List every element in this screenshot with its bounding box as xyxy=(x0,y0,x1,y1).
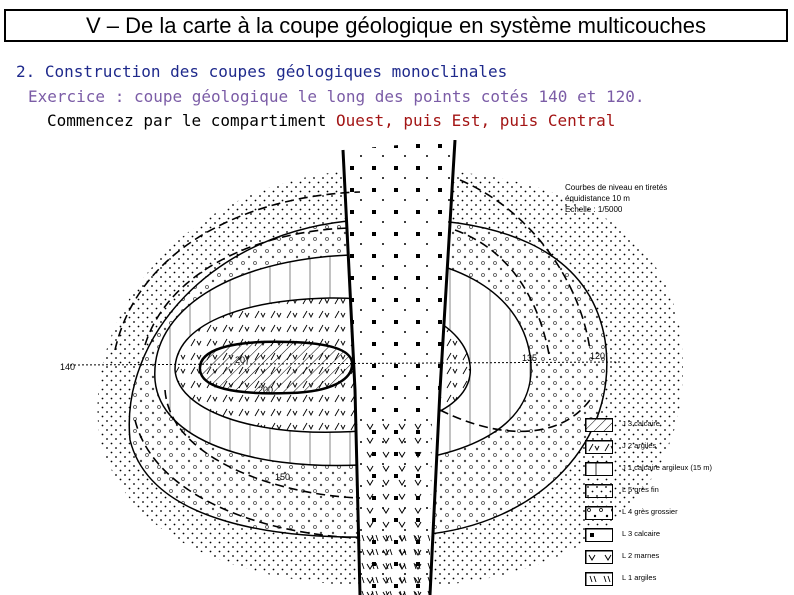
legend-label: L 5 grès fin xyxy=(622,485,659,494)
legend-item-l2 xyxy=(585,550,705,568)
map-info-equidistance: équidistance 10 m xyxy=(565,194,630,203)
legend-label: J 1 calcaire argileux (15 m) xyxy=(622,463,713,472)
label-150: 150 xyxy=(275,472,291,482)
legend-swatch-v-marks xyxy=(585,550,613,564)
legend-label: J 3 calcaire xyxy=(622,419,660,428)
label-120: 120 xyxy=(590,351,606,361)
label-207: 207 xyxy=(235,355,251,365)
legend-swatch-bricks xyxy=(585,462,613,476)
legend-label: L 4 grès grossier xyxy=(622,507,678,516)
exercise-statement: Exercice : coupe géologique le long des points cotés 140 et 120. xyxy=(28,87,645,106)
instruction-line xyxy=(47,111,615,130)
limestone-core xyxy=(200,342,352,394)
instruction-highlight: Ouest, puis Est, puis Central xyxy=(335,111,616,130)
section-subtitle: 2. Construction des coupes géologiques monoclinales xyxy=(16,62,508,81)
map-info-scale: Echelle : 1/5000 xyxy=(565,205,623,214)
legend-swatch-hatch xyxy=(585,418,613,432)
legend-item-j1 xyxy=(585,462,713,480)
legend-item-l4 xyxy=(585,506,705,524)
slide-title xyxy=(4,9,788,42)
legend-item-l3 xyxy=(585,528,705,546)
legend-swatch-open-dots xyxy=(585,506,613,520)
legend-label: J 2 argiles xyxy=(622,441,657,450)
map-info xyxy=(565,182,667,215)
legend-item-l1 xyxy=(585,572,705,590)
legend-swatch-slash-v xyxy=(585,440,613,454)
legend-label: L 1 argiles xyxy=(622,573,657,582)
legend-item-j3 xyxy=(585,418,705,436)
legend-item-l5 xyxy=(585,484,705,502)
legend-swatch-ticks xyxy=(585,572,613,586)
instruction-prefix: Commencez par le compartiment xyxy=(47,111,336,130)
legend-item-j2 xyxy=(585,440,705,458)
label-200: 200 xyxy=(258,385,274,395)
legend-label: L 3 calcaire xyxy=(622,529,661,538)
legend-label: L 2 marnes xyxy=(622,551,660,560)
label-140: 140 xyxy=(60,362,76,372)
legend-swatch-fine-dots xyxy=(585,484,613,498)
map-info-contours: Courbes de niveau en tiretés xyxy=(565,183,668,192)
legend-swatch-squares xyxy=(585,528,613,542)
slide-title-text: V – De la carte à la coupe géologique en système multicouches xyxy=(85,12,707,38)
label-135: 135 xyxy=(522,353,538,363)
